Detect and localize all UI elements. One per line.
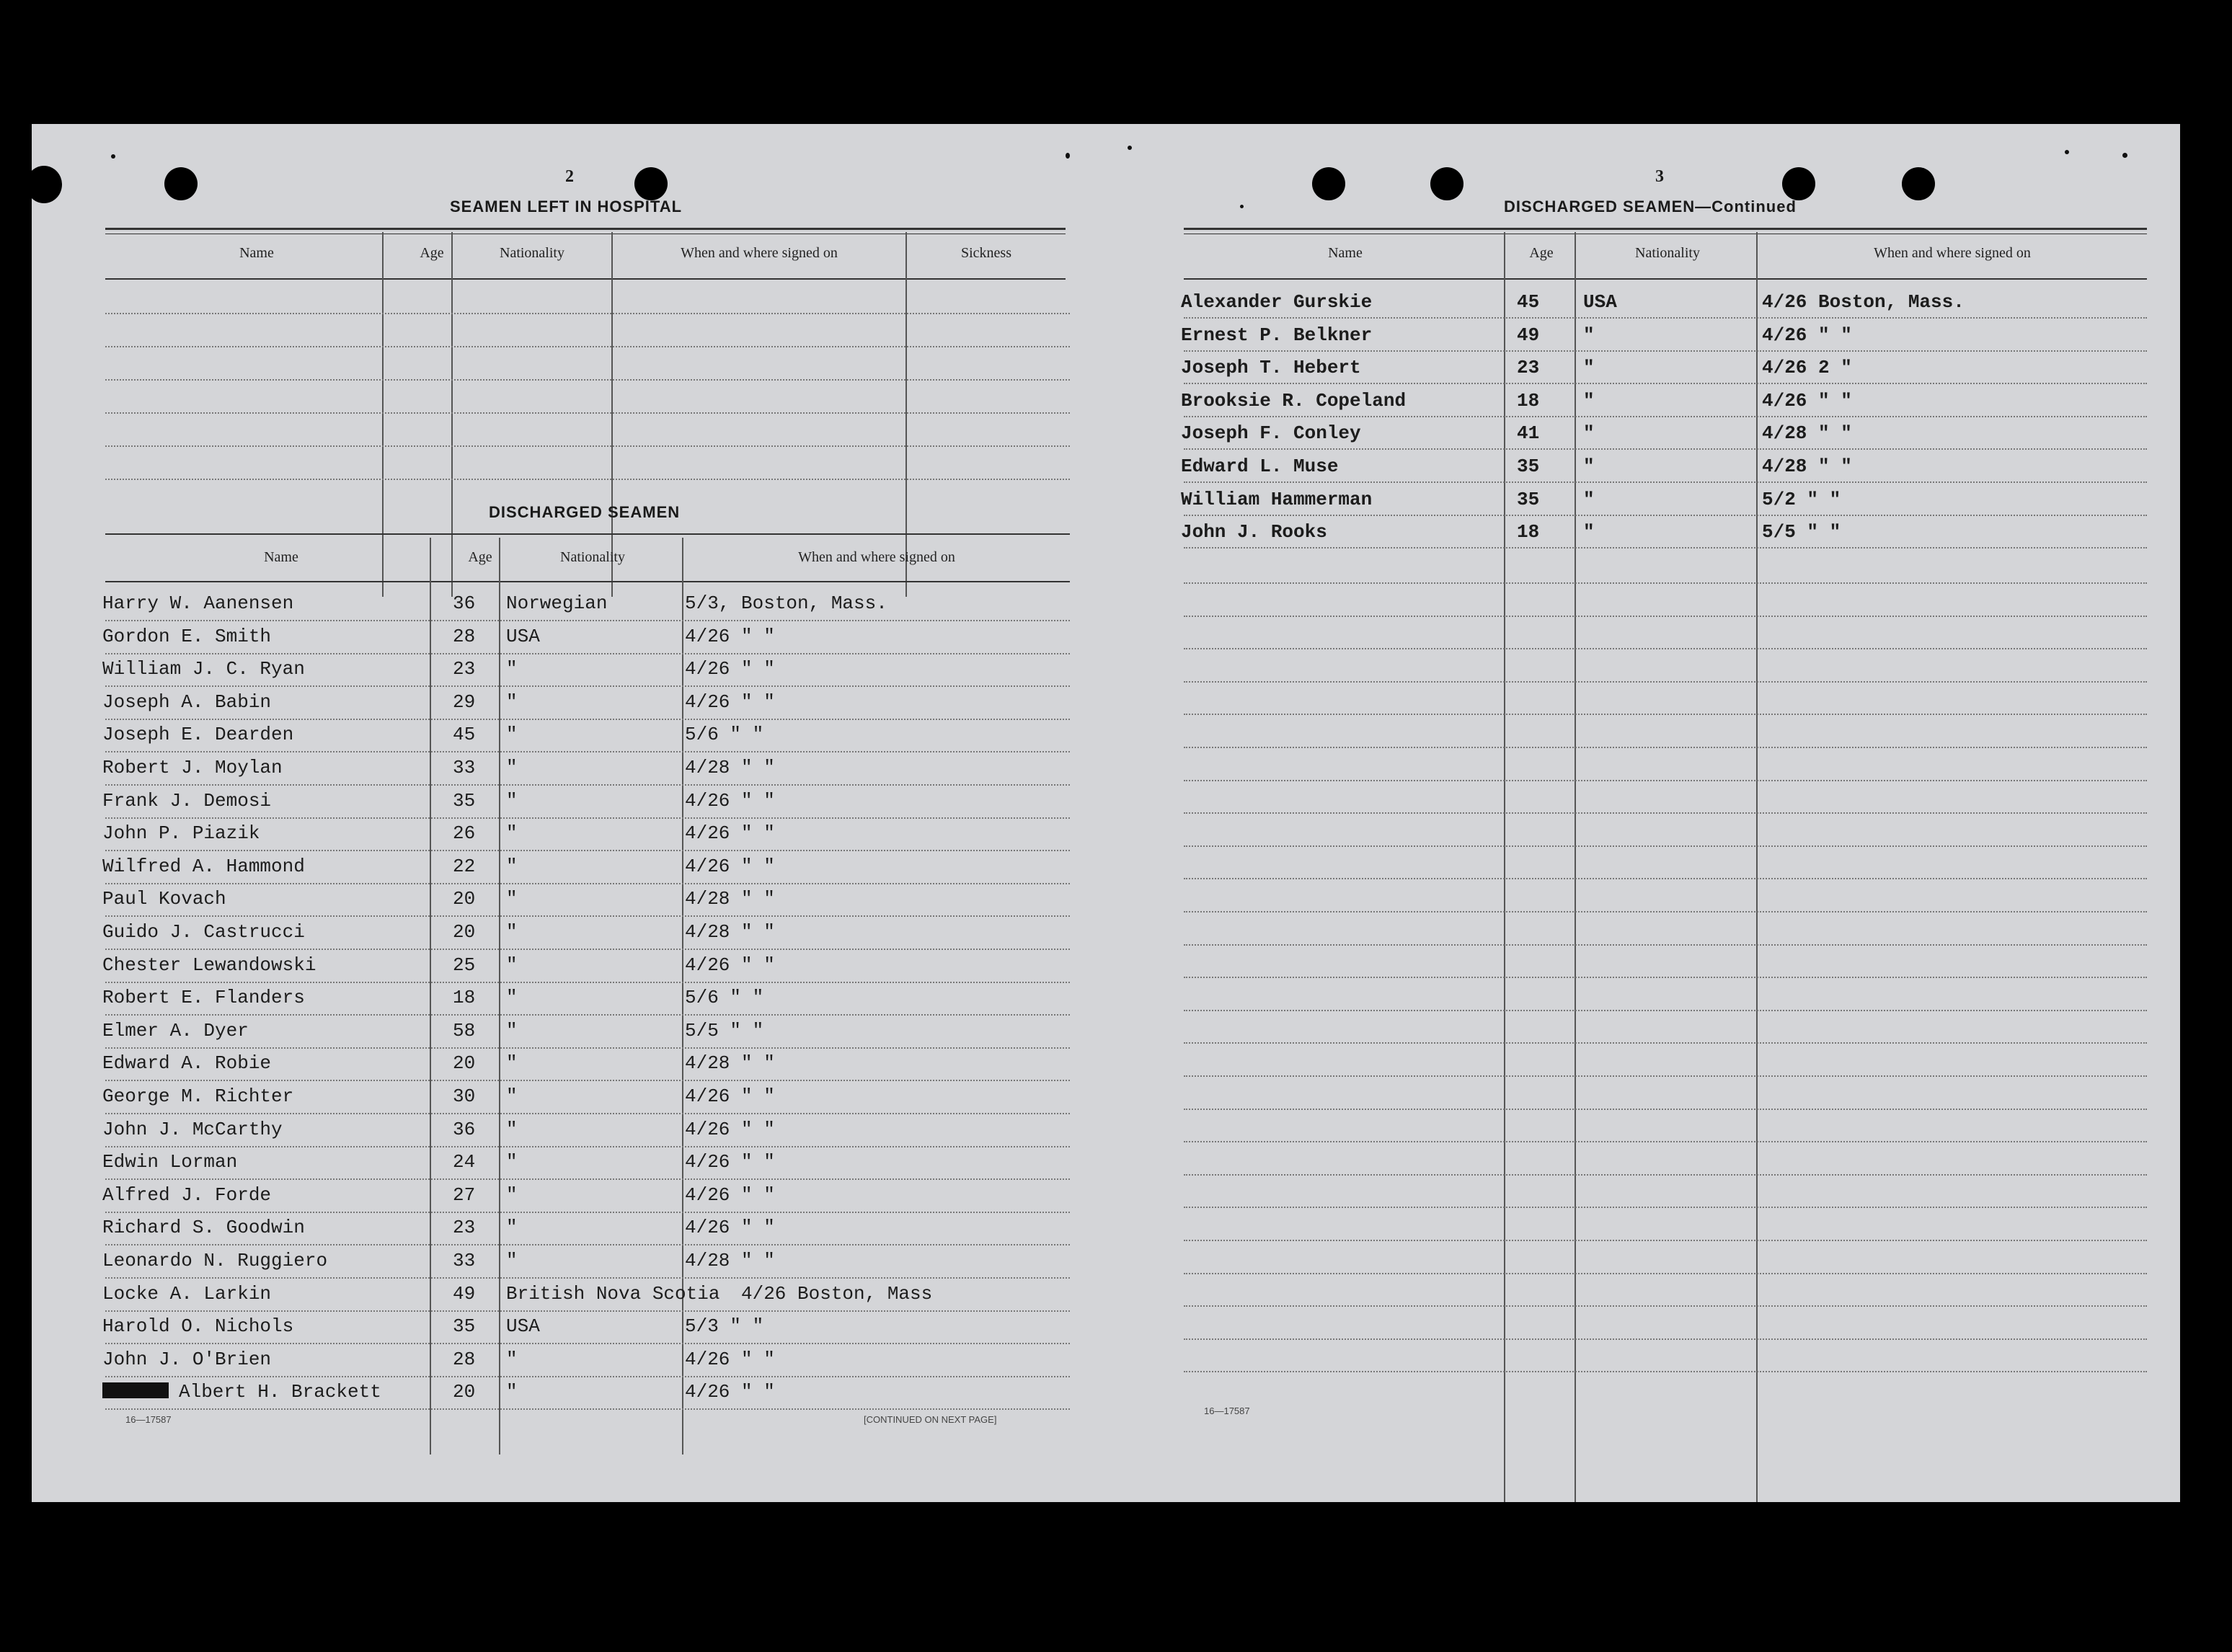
seaman-name: John J. Rooks [1181,521,1327,543]
hospital-row-line [105,412,1070,414]
discharged-section-title: DISCHARGED SEAMEN [489,503,681,521]
blank-row-line [1184,681,2147,683]
seaman-nationality: British Nova Scotia [506,1282,720,1305]
seaman-nationality: " [506,690,518,713]
seaman-name: Leonardo N. Ruggiero [102,1250,328,1271]
seaman-signed-on: 4/26 " " [685,855,775,877]
seaman-name: Albert H. Brackett [179,1381,381,1403]
seaman-name: Elmer A. Dyer [102,1019,249,1042]
seaman-name: Richard S. Goodwin [102,1217,305,1239]
ink-speck [1240,205,1244,208]
right-table-top-rule [1184,228,2147,230]
seaman-name: Edward A. Robie [102,1052,272,1075]
seaman-name: John J. O'Brien [102,1348,272,1370]
row-line [1184,350,2147,352]
discharged-col-divider [430,538,431,1455]
seaman-age: 27 [453,1184,476,1206]
row-line [105,1310,1070,1312]
seaman-age: 33 [453,1250,476,1271]
seaman-nationality: " [1583,357,1595,379]
blank-row-line [1184,1075,2147,1077]
row-line [105,850,1070,851]
seaman-age: 36 [453,592,476,614]
right-col-divider [1504,232,1505,1502]
discharged-header-nationality: Nationality [560,549,625,565]
blank-row-line [1184,812,2147,814]
hospital-row-line [105,346,1070,347]
hospital-header-name: Name [239,245,274,261]
seaman-signed-on: 4/26 " " [685,625,775,647]
seaman-age: 23 [1517,357,1540,379]
hospital-header-signed-on: When and where signed on [681,245,838,261]
punch-hole [1782,167,1815,200]
seaman-nationality: Norwegian [506,592,608,614]
hospital-header-rule [105,278,1066,280]
page-number-right: 3 [1655,167,1664,186]
seaman-nationality: " [1583,456,1595,477]
right-header-name: Name [1328,245,1363,261]
blank-row-line [1184,1240,2147,1241]
punch-hole [1902,167,1935,200]
discharged-header-name: Name [264,549,298,565]
row-line [105,620,1070,621]
seaman-nationality: " [506,1151,518,1173]
seaman-signed-on: 4/26 Boston, Mass. [1762,291,1965,313]
seaman-nationality: " [506,987,518,1009]
row-line [105,1343,1070,1344]
blank-row-line [1184,1109,2147,1110]
blank-row-line [1184,1141,2147,1142]
seaman-name: Joseph T. Hebert [1181,357,1361,379]
seaman-age: 20 [453,921,476,943]
seaman-name: Gordon E. Smith [102,625,272,647]
ink-speck [1128,146,1132,150]
seaman-signed-on: 4/26 " " [1762,389,1852,412]
punch-hole [164,167,198,200]
seaman-name: Edwin Lorman [102,1151,238,1173]
seaman-name: Joseph A. Babin [102,690,272,713]
form-number-right: 16—17587 [1204,1405,1250,1416]
seaman-signed-on: 4/26 " " [685,1348,775,1370]
seaman-age: 58 [453,1019,476,1042]
seaman-nationality: USA [506,625,540,647]
row-line [105,982,1070,983]
seaman-name: Edward L. Muse [1181,456,1339,477]
seaman-age: 23 [453,1217,476,1239]
blank-row-line [1184,1207,2147,1208]
blank-row-line [1184,1174,2147,1176]
redaction-mark [102,1382,169,1398]
seaman-signed-on: 4/26 " " [685,1085,775,1107]
row-line [105,1014,1070,1016]
hospital-header-sickness: Sickness [961,245,1011,261]
blank-row-line [1184,1273,2147,1274]
seaman-nationality: " [506,658,518,680]
row-line [1184,515,2147,516]
seaman-nationality: USA [506,1315,540,1338]
seaman-name: John P. Piazik [102,822,260,845]
right-col-divider [1756,232,1758,1502]
seaman-nationality: " [506,1019,518,1042]
blank-row-line [1184,878,2147,879]
seaman-signed-on: 4/26 " " [685,658,775,680]
seaman-age: 20 [453,1052,476,1075]
seaman-age: 18 [453,987,476,1009]
blank-row-line [1184,977,2147,978]
seaman-nationality: " [506,1250,518,1271]
seaman-signed-on: 4/26 " " [685,822,775,845]
seaman-signed-on: 4/26 2 " [1762,357,1852,379]
blank-row-line [1184,1010,2147,1011]
hospital-section-title: SEAMEN LEFT IN HOSPITAL [450,197,683,216]
seaman-name: Robert E. Flanders [102,987,305,1009]
seaman-name: Frank J. Demosi [102,789,272,812]
seaman-name: Harold O. Nichols [102,1315,294,1338]
seaman-signed-on: 4/26 " " [685,954,775,976]
seaman-age: 30 [453,1085,476,1107]
seaman-signed-on: 4/26 Boston, Mass [741,1282,933,1305]
seaman-age: 35 [1517,456,1540,477]
seaman-age: 33 [453,757,476,778]
row-line [105,1178,1070,1180]
seaman-nationality: " [1583,324,1595,346]
seaman-nationality: " [506,954,518,976]
right-header-age: Age [1529,245,1554,261]
seaman-nationality: USA [1583,291,1617,313]
blank-row-line [1184,944,2147,946]
row-line [105,751,1070,752]
punch-hole [1430,167,1463,200]
right-header-nationality: Nationality [1635,245,1700,261]
row-line [105,1113,1070,1114]
seaman-age: 24 [453,1151,476,1173]
hospital-header-nationality: Nationality [500,245,564,261]
seaman-signed-on: 4/26 " " [685,1118,775,1140]
punch-hole [26,166,62,203]
row-line [1184,383,2147,384]
right-col-divider [1575,232,1576,1502]
seaman-nationality: " [506,1217,518,1239]
seaman-signed-on: 4/26 " " [685,789,775,812]
seaman-age: 41 [1517,422,1540,445]
seaman-age: 35 [453,1315,476,1338]
ink-speck [111,154,115,159]
seaman-name: William Hammerman [1181,488,1373,510]
seaman-signed-on: 5/5 " " [685,1019,764,1042]
row-line [1184,317,2147,319]
seaman-name: Joseph F. Conley [1181,422,1361,445]
seaman-age: 20 [453,1381,476,1403]
blank-row-line [1184,1305,2147,1307]
row-line [105,883,1070,884]
row-line [1184,481,2147,483]
seaman-signed-on: 5/2 " " [1762,488,1841,510]
seaman-signed-on: 4/26 " " [685,690,775,713]
row-line [105,784,1070,786]
seaman-nationality: " [1583,521,1595,543]
blank-row-line [1184,582,2147,584]
row-line [105,1146,1070,1147]
continued-note: [CONTINUED ON NEXT PAGE] [864,1414,997,1425]
seaman-signed-on: 5/6 " " [685,987,764,1009]
hospital-row-line [105,445,1070,447]
row-line [105,1376,1070,1377]
row-line [105,817,1070,819]
seaman-age: 45 [1517,291,1540,313]
seaman-nationality: " [506,1348,518,1370]
blank-row-line [1184,780,2147,781]
seaman-nationality: " [506,1184,518,1206]
seaman-nationality: " [1583,488,1595,510]
seaman-name: Alexander Gurskie [1181,291,1373,313]
row-line [105,1212,1070,1213]
seaman-signed-on: 4/26 " " [685,1217,775,1239]
right-header-signed-on: When and where signed on [1874,245,2031,261]
ink-speck [2122,153,2127,158]
seaman-nationality: " [506,1118,518,1140]
seaman-nationality: " [1583,389,1595,412]
row-line [105,1047,1070,1049]
seaman-age: 18 [1517,521,1540,543]
seaman-signed-on: 5/6 " " [685,724,764,746]
punch-hole [1312,167,1345,200]
seaman-age: 18 [1517,389,1540,412]
hospital-row-line [105,313,1070,314]
discharged-header-signed-on: When and where signed on [798,549,955,565]
document-paper [32,124,2180,1502]
row-line [105,949,1070,950]
seaman-name: John J. McCarthy [102,1118,283,1140]
seaman-age: 22 [453,855,476,877]
seaman-signed-on: 4/28 " " [1762,456,1852,477]
seaman-age: 36 [453,1118,476,1140]
discharged-header-age: Age [468,549,492,565]
seaman-age: 28 [453,625,476,647]
seaman-age: 29 [453,690,476,713]
blank-row-line [1184,747,2147,748]
blank-row-line [1184,1338,2147,1340]
seaman-signed-on: 5/5 " " [1762,521,1841,543]
seaman-signed-on: 4/28 " " [685,757,775,778]
seaman-name: Ernest P. Belkner [1181,324,1373,346]
seaman-nationality: " [506,757,518,778]
seaman-name: Joseph E. Dearden [102,724,294,746]
blank-row-line [1184,1042,2147,1044]
seaman-name: George M. Richter [102,1085,294,1107]
blank-row-line [1184,845,2147,847]
blank-row-line [1184,714,2147,715]
ink-speck [1066,153,1070,159]
seaman-name: Locke A. Larkin [102,1282,272,1305]
seaman-nationality: " [506,921,518,943]
seaman-age: 45 [453,724,476,746]
hospital-col-divider [905,232,907,597]
seaman-nationality: " [506,822,518,845]
seaman-nationality: " [506,789,518,812]
row-line [105,719,1070,720]
discharged-header-rule [105,581,1070,582]
seaman-signed-on: 4/26 " " [685,1381,775,1403]
row-line [105,1244,1070,1245]
seaman-name: Harry W. Aanensen [102,592,294,614]
seaman-signed-on: 4/28 " " [1762,422,1852,445]
seaman-age: 20 [453,888,476,910]
seaman-name: Brooksie R. Copeland [1181,389,1407,412]
seaman-nationality: " [506,888,518,910]
hospital-row-line [105,379,1070,381]
right-section-title: DISCHARGED SEAMEN—Continued [1504,197,1797,216]
page-number-left: 2 [565,167,574,186]
row-line [1184,416,2147,417]
seaman-name: Robert J. Moylan [102,757,283,778]
hospital-col-divider [611,232,613,597]
seaman-age: 49 [453,1282,476,1305]
seaman-age: 25 [453,954,476,976]
row-line [105,685,1070,687]
row-line [1184,547,2147,549]
hospital-row-line [105,479,1070,480]
seaman-signed-on: 5/3 " " [685,1315,764,1338]
seaman-name: Paul Kovach [102,888,226,910]
seaman-age: 49 [1517,324,1540,346]
seaman-nationality: " [506,1052,518,1075]
ink-speck [2065,150,2069,154]
seaman-nationality: " [506,724,518,746]
seaman-signed-on: 4/28 " " [685,1052,775,1075]
seaman-name: Alfred J. Forde [102,1184,272,1206]
seaman-name: William J. C. Ryan [102,658,305,680]
seaman-nationality: " [506,1381,518,1403]
row-line [1184,448,2147,450]
discharged-col-divider [499,538,500,1455]
seaman-nationality: " [506,855,518,877]
seaman-age: 23 [453,658,476,680]
seaman-signed-on: 4/28 " " [685,1250,775,1271]
row-line [105,1080,1070,1081]
seaman-name: Wilfred A. Hammond [102,855,305,877]
blank-row-line [1184,648,2147,649]
seaman-signed-on: 4/26 " " [1762,324,1852,346]
seaman-age: 35 [453,789,476,812]
row-line [105,915,1070,917]
discharged-table-top-rule [105,533,1070,535]
seaman-name: Chester Lewandowski [102,954,316,976]
seaman-signed-on: 4/28 " " [685,921,775,943]
row-line [105,653,1070,654]
seaman-signed-on: 4/26 " " [685,1184,775,1206]
form-number-left: 16—17587 [125,1414,172,1425]
seaman-signed-on: 4/26 " " [685,1151,775,1173]
seaman-signed-on: 5/3, Boston, Mass. [685,592,887,614]
punch-hole [634,167,668,200]
seaman-signed-on: 4/28 " " [685,888,775,910]
hospital-header-age: Age [420,245,444,261]
discharged-col-divider [682,538,683,1455]
seaman-nationality: " [1583,422,1595,445]
row-line [105,1277,1070,1279]
hospital-col-divider [451,232,453,597]
row-line [105,1408,1070,1410]
seaman-nationality: " [506,1085,518,1107]
right-header-rule [1184,278,2147,280]
blank-row-line [1184,1371,2147,1372]
seaman-age: 35 [1517,488,1540,510]
seaman-name: Guido J. Castrucci [102,921,305,943]
seaman-age: 26 [453,822,476,845]
blank-row-line [1184,911,2147,912]
seaman-age: 28 [453,1348,476,1370]
hospital-col-divider [382,232,384,597]
blank-row-line [1184,616,2147,617]
hospital-table-top-rule [105,228,1066,230]
